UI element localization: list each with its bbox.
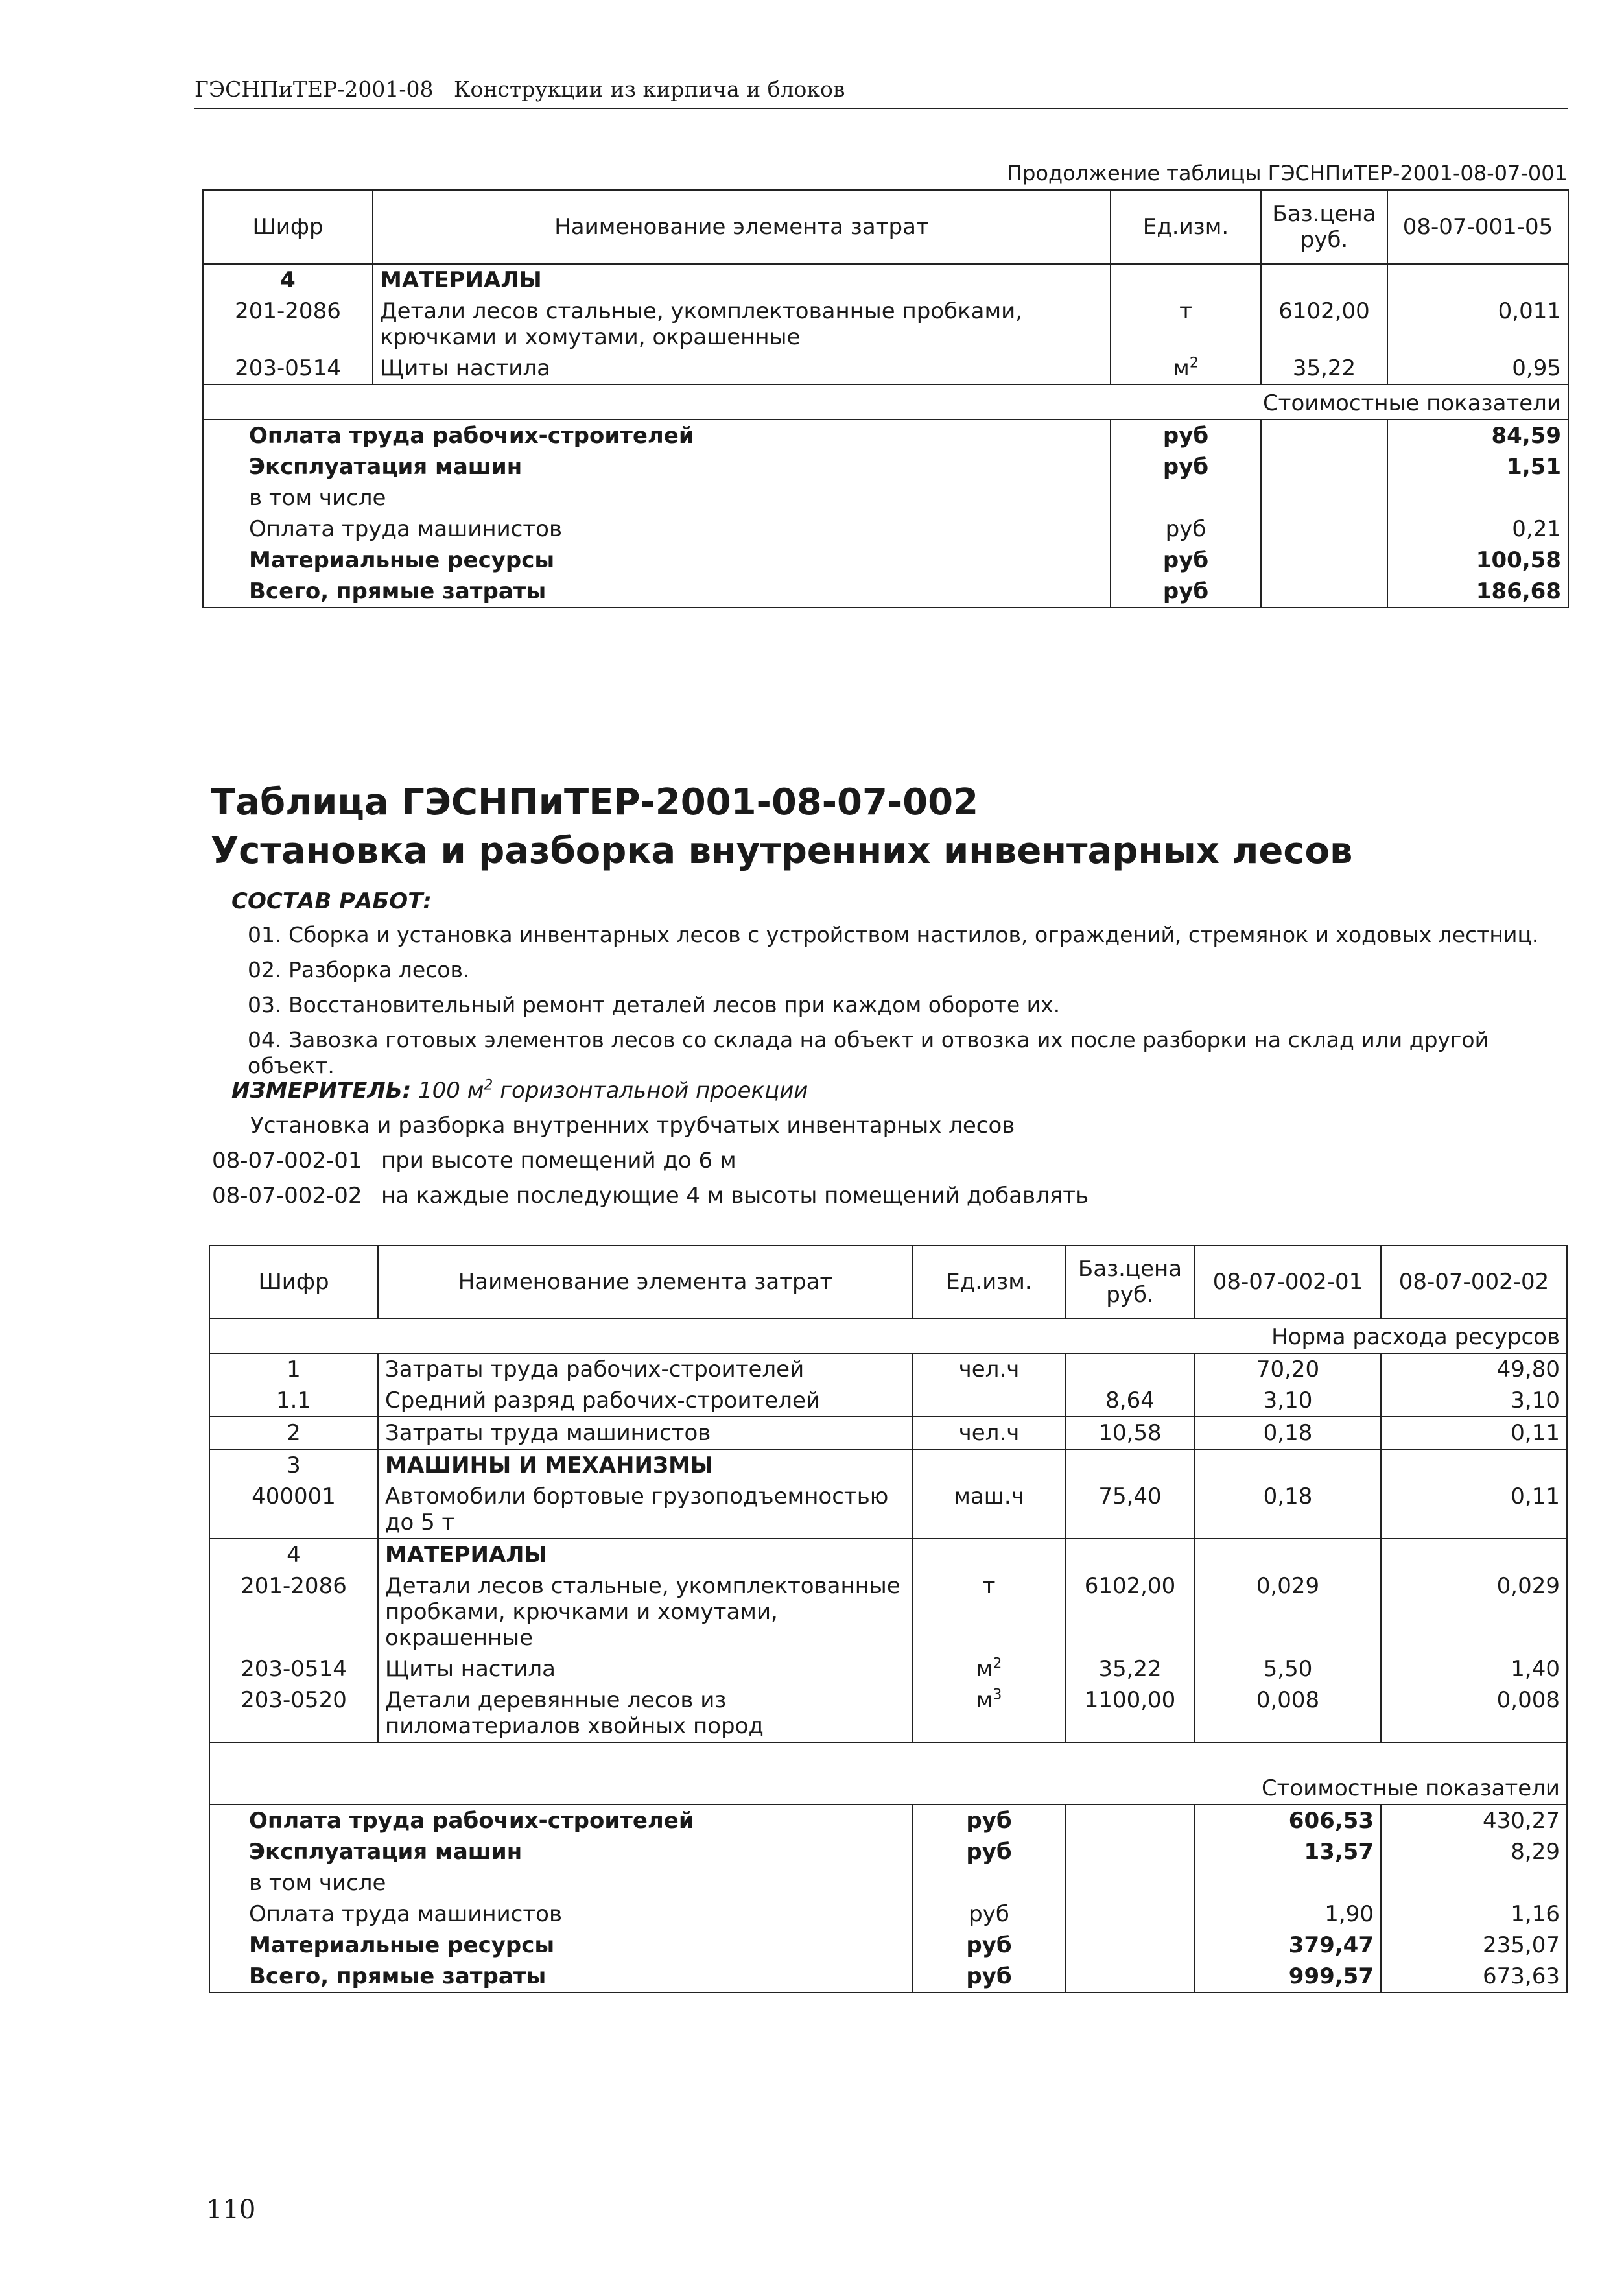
- cost-value-1: 13,57: [1195, 1836, 1381, 1867]
- row-value-2: 3,10: [1381, 1385, 1567, 1417]
- cost-price-empty: [1065, 1836, 1195, 1867]
- doc-code: ГЭСНПиТЕР-2001-08: [194, 77, 434, 102]
- cost-unit: руб: [913, 1961, 1065, 1993]
- work-item: 01. Сборка и установка инвентарных лесов с устройством настилов, ограждений, стремянок и ходовых лестниц.: [248, 922, 1539, 947]
- table2: [209, 1245, 1568, 1993]
- row-name: Затраты труда рабочих-строителей: [378, 1353, 913, 1385]
- cost-price-empty: [1065, 1961, 1195, 1993]
- running-header: [194, 77, 845, 102]
- row-unit: маш.ч: [913, 1481, 1065, 1539]
- group-title: Установка и разборка внутренних трубчатых инвентарных лесов: [250, 1113, 1015, 1139]
- row-price: 10,58: [1065, 1417, 1195, 1449]
- cost-value-1: 379,47: [1195, 1930, 1381, 1961]
- cost-value-2: 430,27: [1381, 1805, 1567, 1836]
- item1-text: при высоте помещений до 6 м: [381, 1148, 736, 1174]
- table-row: [209, 1653, 1567, 1685]
- t2-head-unit: Ед.изм.: [913, 1246, 1065, 1318]
- row-price: [1065, 1539, 1195, 1570]
- row-code: 4: [209, 1539, 378, 1570]
- row-code: 400001: [209, 1481, 378, 1539]
- t1-head-unit: Ед.изм.: [1111, 190, 1261, 264]
- cost-unit: руб: [913, 1836, 1065, 1867]
- t1-head-code: Шифр: [203, 190, 373, 264]
- page-number: 110: [206, 2195, 256, 2225]
- t1-r2-price: 35,22: [1261, 353, 1387, 385]
- measure-label: ИЗМЕРИТЕЛЬ:: [231, 1078, 412, 1104]
- cost-value-1: [1195, 1867, 1381, 1899]
- cost-unit: руб: [913, 1930, 1065, 1961]
- row-value-1: 0,18: [1195, 1481, 1381, 1539]
- t1-s5-unit: руб: [1111, 545, 1261, 576]
- row-value-2: 0,11: [1381, 1417, 1567, 1449]
- cost-price-empty: [1065, 1805, 1195, 1836]
- row-value-1: 0,008: [1195, 1685, 1381, 1742]
- cost-value-1: 1,90: [1195, 1899, 1381, 1930]
- t1-s4-unit: руб: [1111, 514, 1261, 545]
- row-value-1: [1195, 1449, 1381, 1481]
- row-unit: т: [913, 1570, 1065, 1653]
- cost-name: Эксплуатация машин: [209, 1836, 913, 1867]
- cost-price-empty: [1065, 1930, 1195, 1961]
- row-code: 3: [209, 1449, 378, 1481]
- t2-head-n1: 08-07-002-01: [1195, 1246, 1381, 1318]
- t1-s2-unit: руб: [1111, 451, 1261, 482]
- t1-s2-name: Эксплуатация машин: [203, 451, 1111, 482]
- row-unit: [913, 1539, 1065, 1570]
- t1-s1-name: Оплата труда рабочих-строителей: [203, 420, 1111, 451]
- t1-r1-code: 201-2086: [203, 296, 373, 353]
- row-unit: $м^3$: [913, 1685, 1065, 1742]
- t2-cost-header: Стоимостные показатели: [209, 1742, 1567, 1805]
- row-unit: чел.ч: [913, 1417, 1065, 1449]
- row-unit: [913, 1449, 1065, 1481]
- cost-row: [209, 1867, 1567, 1899]
- cost-name: Всего, прямые затраты: [209, 1961, 913, 1993]
- cost-value-2: [1381, 1867, 1567, 1899]
- row-name: Автомобили бортовые грузоподъемностью до 5 т: [378, 1481, 913, 1539]
- doc-title: Конструкции из кирпича и блоков: [453, 77, 845, 102]
- t1-r1-name: Детали лесов стальные, укомплектованные пробками, крючками и хомутами, окрашенные: [373, 296, 1111, 353]
- cost-value-1: 999,57: [1195, 1961, 1381, 1993]
- t1-sec4-code: 4: [203, 264, 373, 296]
- row-value-1: [1195, 1539, 1381, 1570]
- row-name: Средний разряд рабочих-строителей: [378, 1385, 913, 1417]
- cost-row: [209, 1836, 1567, 1867]
- table-row: [209, 1685, 1567, 1742]
- t1-head-norm: 08-07-001-05: [1387, 190, 1568, 264]
- cost-row: [209, 1961, 1567, 1993]
- row-name: МАТЕРИАЛЫ: [378, 1539, 913, 1570]
- table1: [202, 189, 1569, 608]
- table-row: [209, 1385, 1567, 1417]
- row-code: 1.1: [209, 1385, 378, 1417]
- row-value-1: 70,20: [1195, 1353, 1381, 1385]
- t1-head-price: Баз.цена руб.: [1261, 190, 1387, 264]
- t1-r2-name: Щиты настила: [373, 353, 1111, 385]
- row-value-2: 0,008: [1381, 1685, 1567, 1742]
- item2-text: на каждые последующие 4 м высоты помещений добавлять: [381, 1183, 1089, 1209]
- t1-r1-val: 0,011: [1387, 296, 1568, 353]
- row-code: 2: [209, 1417, 378, 1449]
- row-value-1: 5,50: [1195, 1653, 1381, 1685]
- t1-head-name: Наименование элемента затрат: [373, 190, 1111, 264]
- cost-price-empty: [1065, 1867, 1195, 1899]
- sostav-label: СОСТАВ РАБОТ:: [231, 888, 432, 914]
- header-rule: [194, 108, 1568, 109]
- t1-s5-val: 100,58: [1387, 545, 1568, 576]
- cost-value-2: 673,63: [1381, 1961, 1567, 1993]
- row-value-2: 1,40: [1381, 1653, 1567, 1685]
- item1-code: 08-07-002-01: [212, 1148, 362, 1174]
- table1-continuation: Продолжение таблицы ГЭСНПиТЕР-2001-08-07-001: [1007, 161, 1568, 185]
- t1-r2-code: 203-0514: [203, 353, 373, 385]
- measure-line: ИЗМЕРИТЕЛЬ: 100 $м^2$ горизонтальной проекции: [231, 1077, 808, 1104]
- t2-head-price: Баз.цена руб.: [1065, 1246, 1195, 1318]
- row-unit: [913, 1385, 1065, 1417]
- cost-row: [209, 1805, 1567, 1836]
- t1-s1-unit: руб: [1111, 420, 1261, 451]
- cost-name: в том числе: [209, 1867, 913, 1899]
- cost-row: [209, 1899, 1567, 1930]
- row-value-2: [1381, 1539, 1567, 1570]
- row-code: 201-2086: [209, 1570, 378, 1653]
- row-price: 75,40: [1065, 1481, 1195, 1539]
- cost-value-2: 235,07: [1381, 1930, 1567, 1961]
- cost-unit: руб: [913, 1899, 1065, 1930]
- row-value-1: 3,10: [1195, 1385, 1381, 1417]
- t1-s6-unit: руб: [1111, 576, 1261, 608]
- t1-s4-val: 0,21: [1387, 514, 1568, 545]
- row-name: Щиты настила: [378, 1653, 913, 1685]
- t1-r2-val: 0,95: [1387, 353, 1568, 385]
- work-item: 02. Разборка лесов.: [248, 957, 470, 982]
- cost-value-2: 8,29: [1381, 1836, 1567, 1867]
- t2-head-code: Шифр: [209, 1246, 378, 1318]
- row-value-2: [1381, 1449, 1567, 1481]
- row-price: 6102,00: [1065, 1570, 1195, 1653]
- item2-code: 08-07-002-02: [212, 1183, 362, 1209]
- cost-name: Оплата труда машинистов: [209, 1899, 913, 1930]
- row-code: 203-0514: [209, 1653, 378, 1685]
- t1-s4-name: Оплата труда машинистов: [203, 514, 1111, 545]
- row-unit: $м^2$: [913, 1653, 1065, 1685]
- row-name: Детали деревянные лесов из пиломатериалов хвойных пород: [378, 1685, 913, 1742]
- row-name: Затраты труда машинистов: [378, 1417, 913, 1449]
- cost-unit: руб: [913, 1805, 1065, 1836]
- work-item: 04. Завозка готовых элементов лесов со склада на объект и отвозка их после разборки на склад или другой объект.: [248, 1027, 1489, 1078]
- row-value-1: 0,029: [1195, 1570, 1381, 1653]
- row-code: 203-0520: [209, 1685, 378, 1742]
- t1-s2-val: 1,51: [1387, 451, 1568, 482]
- t2-head-name: Наименование элемента затрат: [378, 1246, 913, 1318]
- t1-s6-val: 186,68: [1387, 576, 1568, 608]
- table-title: Таблица ГЭСНПиТЕР-2001-08-07-002: [211, 781, 979, 823]
- table-row: [209, 1539, 1567, 1570]
- t1-s1-val: 84,59: [1387, 420, 1568, 451]
- table-row: [209, 1417, 1567, 1449]
- table-row: [209, 1353, 1567, 1385]
- row-name: МАШИНЫ И МЕХАНИЗМЫ: [378, 1449, 913, 1481]
- row-value-1: 0,18: [1195, 1417, 1381, 1449]
- cost-value-1: 606,53: [1195, 1805, 1381, 1836]
- t2-head-n2: 08-07-002-02: [1381, 1246, 1567, 1318]
- row-value-2: 0,11: [1381, 1481, 1567, 1539]
- cost-price-empty: [1065, 1899, 1195, 1930]
- cost-row: [209, 1930, 1567, 1961]
- row-price: 8,64: [1065, 1385, 1195, 1417]
- table-row: [209, 1481, 1567, 1539]
- row-code: 1: [209, 1353, 378, 1385]
- row-price: [1065, 1353, 1195, 1385]
- row-price: 1100,00: [1065, 1685, 1195, 1742]
- cost-name: Материальные ресурсы: [209, 1930, 913, 1961]
- table-row: [209, 1570, 1567, 1653]
- t1-cost-header: Стоимостные показатели: [203, 385, 1568, 420]
- row-price: [1065, 1449, 1195, 1481]
- t1-r1-unit: т: [1111, 296, 1261, 353]
- table-row: [209, 1449, 1567, 1481]
- table-subtitle: Установка и разборка внутренних инвентарных лесов: [211, 830, 1353, 872]
- t2-norm-header: Норма расхода ресурсов: [209, 1318, 1567, 1353]
- cost-value-2: 1,16: [1381, 1899, 1567, 1930]
- work-item: 03. Восстановительный ремонт деталей лесов при каждом обороте их.: [248, 992, 1061, 1017]
- t1-r2-unit: $м^2$: [1111, 353, 1261, 385]
- cost-unit: [913, 1867, 1065, 1899]
- t1-r1-price: 6102,00: [1261, 296, 1387, 353]
- t1-s6-name: Всего, прямые затраты: [203, 576, 1111, 608]
- cost-name: Оплата труда рабочих-строителей: [209, 1805, 913, 1836]
- row-price: 35,22: [1065, 1653, 1195, 1685]
- row-value-2: 0,029: [1381, 1570, 1567, 1653]
- t1-s3-name: в том числе: [203, 482, 1111, 514]
- row-name: Детали лесов стальные, укомплектованные пробками, крючками и хомутами, окрашенные: [378, 1570, 913, 1653]
- row-value-2: 49,80: [1381, 1353, 1567, 1385]
- t1-s5-name: Материальные ресурсы: [203, 545, 1111, 576]
- t1-sec4-name: МАТЕРИАЛЫ: [373, 264, 1111, 296]
- row-unit: чел.ч: [913, 1353, 1065, 1385]
